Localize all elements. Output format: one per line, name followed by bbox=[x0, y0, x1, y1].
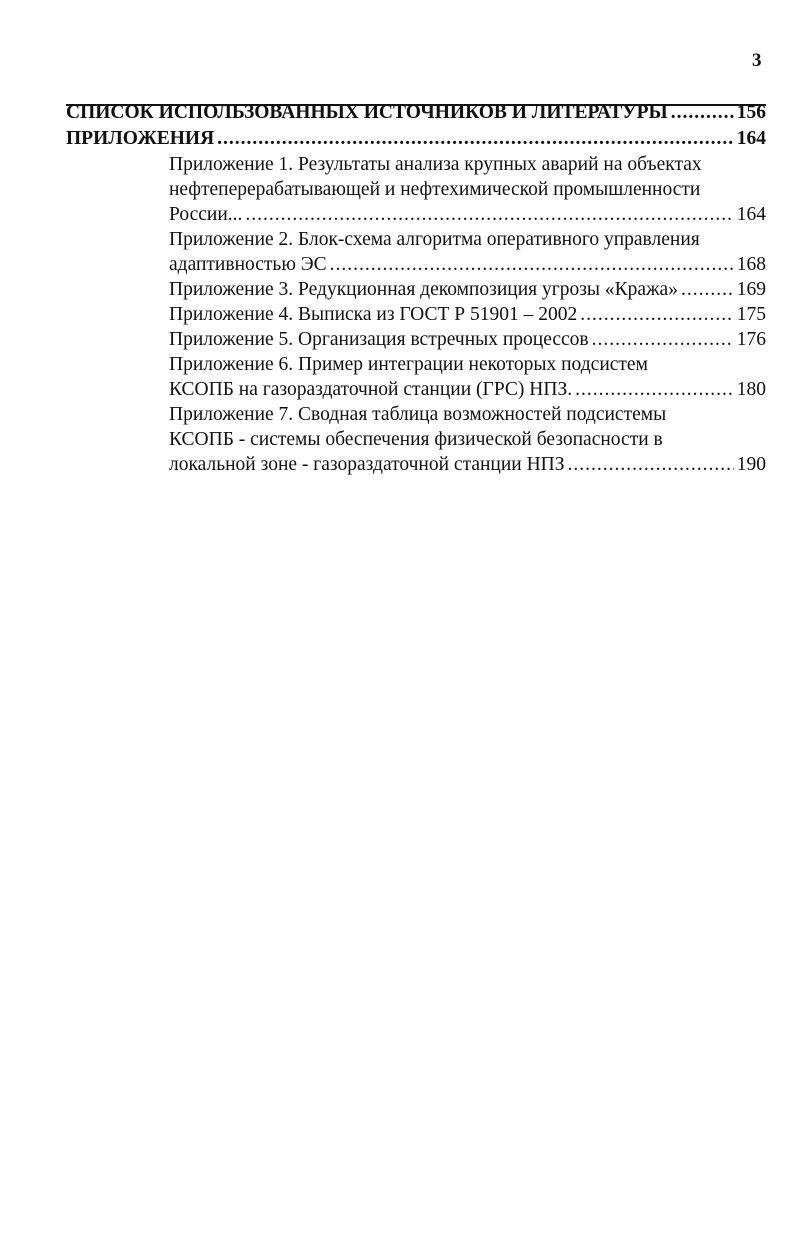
dot-leader bbox=[580, 302, 733, 327]
dot-leader bbox=[681, 277, 734, 302]
toc-entry-appendix-7[interactable] bbox=[169, 402, 766, 477]
toc-entry-appendix-5[interactable] bbox=[169, 327, 766, 352]
toc-entry-appendix-2[interactable] bbox=[169, 227, 766, 277]
dot-leader bbox=[330, 252, 734, 277]
dot-leader bbox=[671, 100, 734, 126]
toc-entry-line: нефтеперерабатывающей и нефтехимической промышленности bbox=[169, 179, 701, 200]
dot-leader bbox=[568, 452, 734, 477]
toc-entry-page: 180 bbox=[736, 379, 766, 400]
toc-entry-appendix-1[interactable] bbox=[169, 152, 766, 227]
dot-leader bbox=[592, 327, 734, 352]
toc-entry-title: адаптивностью ЭС bbox=[169, 254, 327, 275]
toc-entry-page: 164 bbox=[736, 204, 766, 225]
toc-entry-title: локальной зоне - газораздаточной станции НПЗ bbox=[169, 454, 565, 475]
table-of-contents bbox=[66, 100, 766, 477]
toc-entry-title: СПИСОК ИСПОЛЬЗОВАННЫХ ИСТОЧНИКОВ И ЛИТЕРАТУРЫ bbox=[66, 102, 668, 123]
dot-leader bbox=[217, 126, 734, 152]
toc-entry-page: 168 bbox=[736, 254, 766, 275]
toc-entry-line: Приложение 1. Результаты анализа крупных аварий на объектах bbox=[169, 154, 702, 175]
toc-entry-appendix-4[interactable] bbox=[169, 302, 766, 327]
toc-entry-page: 176 bbox=[736, 329, 766, 350]
toc-entry-page: 156 bbox=[736, 102, 766, 123]
toc-entry-appendix-3[interactable] bbox=[169, 277, 766, 302]
toc-entry-line: Приложение 2. Блок-схема алгоритма оперативного управления bbox=[169, 229, 700, 250]
toc-entry-line: Приложение 7. Сводная таблица возможностей подсистемы bbox=[169, 404, 667, 425]
toc-entry-appendix-6[interactable] bbox=[169, 352, 766, 402]
dot-leader bbox=[575, 377, 734, 402]
toc-entry-page: 169 bbox=[736, 279, 766, 300]
toc-entry-title: Приложение 3. Редукционная декомпозиция угрозы «Кража» bbox=[169, 279, 678, 300]
toc-entry-title: Приложение 5. Организация встречных процессов bbox=[169, 329, 589, 350]
toc-entry-title: КСОПБ на газораздаточной станции (ГРС) НПЗ. bbox=[169, 379, 573, 400]
toc-entry-page: 175 bbox=[736, 304, 766, 325]
dot-leader bbox=[245, 202, 733, 227]
toc-entry-appendices[interactable] bbox=[66, 126, 766, 152]
toc-entry-line: Приложение 6. Пример интеграции некоторых подсистем bbox=[169, 354, 648, 375]
toc-entry-title: России... bbox=[169, 204, 243, 225]
toc-entry-page: 190 bbox=[736, 454, 766, 475]
toc-entry-line: КСОПБ - системы обеспечения физической безопасности в bbox=[169, 429, 663, 450]
toc-entry-title: Приложение 4. Выписка из ГОСТ Р 51901 – 2002 bbox=[169, 304, 578, 325]
toc-entry-page: 164 bbox=[736, 128, 766, 149]
toc-entry-references[interactable] bbox=[66, 100, 766, 126]
page-number: 3 bbox=[752, 50, 762, 71]
toc-entry-title: ПРИЛОЖЕНИЯ bbox=[66, 128, 215, 149]
